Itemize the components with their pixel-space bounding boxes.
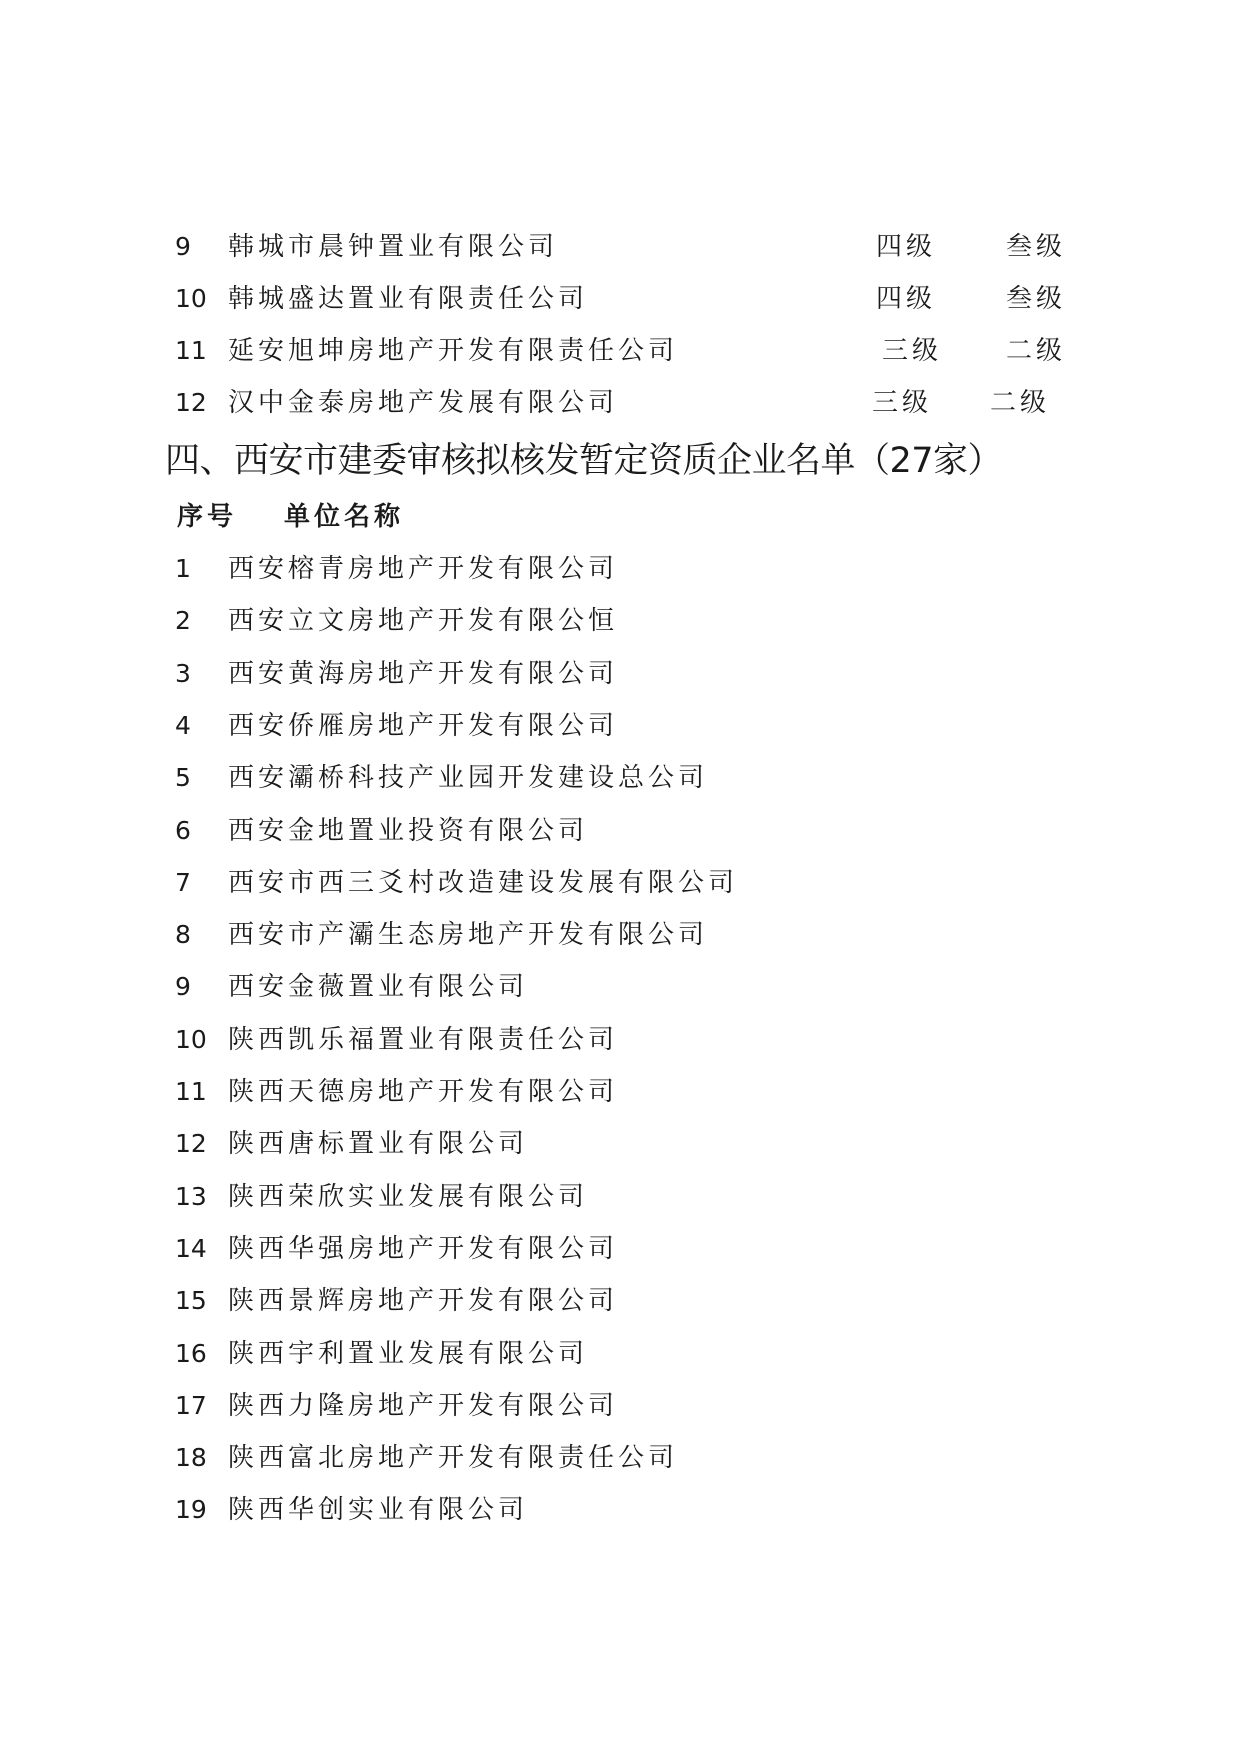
list-item bbox=[0, 701, 1241, 751]
list-item bbox=[0, 596, 1241, 646]
list-item bbox=[0, 1067, 1241, 1117]
list-item bbox=[0, 649, 1241, 699]
company-name: 陕西华强房地产开发有限公司 bbox=[228, 1234, 619, 1264]
row-number: 6 bbox=[175, 816, 191, 845]
company-name: 陕西富北房地产开发有限责任公司 bbox=[228, 1443, 679, 1473]
new-level: 叁级 bbox=[1006, 284, 1067, 314]
list-item bbox=[0, 1485, 1241, 1535]
company-name: 汉中金泰房地产发展有限公司 bbox=[228, 388, 619, 418]
row-number: 12 bbox=[175, 1129, 207, 1158]
company-name: 西安金地置业投资有限公司 bbox=[228, 816, 589, 846]
row-number: 3 bbox=[175, 659, 191, 688]
company-name: 西安市西三爻村改造建设发展有限公司 bbox=[228, 868, 739, 898]
upgrade-row bbox=[0, 378, 1241, 428]
row-number: 5 bbox=[175, 763, 191, 792]
column-header bbox=[0, 492, 1241, 542]
company-name: 西安金薇置业有限公司 bbox=[228, 972, 529, 1002]
row-number: 1 bbox=[175, 554, 191, 583]
section-heading: 四、西安市建委审核拟核发暂定资质企业名单（27家） bbox=[165, 441, 1003, 481]
current-level: 三级 bbox=[872, 388, 933, 418]
company-name: 延安旭坤房地产开发有限责任公司 bbox=[228, 336, 679, 366]
row-number: 12 bbox=[175, 388, 207, 417]
company-name: 陕西荣欣实业发展有限公司 bbox=[228, 1182, 589, 1212]
list-item bbox=[0, 1381, 1241, 1431]
list-item bbox=[0, 1172, 1241, 1222]
company-name: 陕西宇利置业发展有限公司 bbox=[228, 1339, 589, 1369]
new-level: 叁级 bbox=[1006, 232, 1067, 262]
new-level: 二级 bbox=[1006, 336, 1067, 366]
new-level: 二级 bbox=[990, 388, 1051, 418]
company-name: 韩城市晨钟置业有限公司 bbox=[228, 232, 559, 262]
company-name: 西安灞桥科技产业园开发建设总公司 bbox=[228, 763, 709, 793]
upgrade-row bbox=[0, 222, 1241, 272]
column-header-number: 序号 bbox=[177, 502, 238, 532]
list-item bbox=[0, 1119, 1241, 1169]
row-number: 9 bbox=[175, 232, 191, 261]
row-number: 14 bbox=[175, 1234, 207, 1263]
company-name: 韩城盛达置业有限责任公司 bbox=[228, 284, 589, 314]
company-name: 西安黄海房地产开发有限公司 bbox=[228, 659, 619, 689]
list-item bbox=[0, 962, 1241, 1012]
row-number: 10 bbox=[175, 1025, 207, 1054]
row-number: 18 bbox=[175, 1443, 207, 1472]
row-number: 9 bbox=[175, 972, 191, 1001]
upgrade-row bbox=[0, 326, 1241, 376]
company-name: 西安市产灞生态房地产开发有限公司 bbox=[228, 920, 709, 950]
company-name: 西安立文房地产开发有限公恒 bbox=[228, 606, 619, 636]
row-number: 19 bbox=[175, 1495, 207, 1524]
current-level: 三级 bbox=[882, 336, 943, 366]
row-number: 10 bbox=[175, 284, 207, 313]
company-name: 陕西华创实业有限公司 bbox=[228, 1495, 529, 1525]
row-number: 8 bbox=[175, 920, 191, 949]
row-number: 15 bbox=[175, 1286, 207, 1315]
list-item bbox=[0, 1433, 1241, 1483]
company-name: 陕西唐标置业有限公司 bbox=[228, 1129, 529, 1159]
company-name: 陕西力隆房地产开发有限公司 bbox=[228, 1391, 619, 1421]
column-header-name: 单位名称 bbox=[284, 502, 405, 532]
row-number: 13 bbox=[175, 1182, 207, 1211]
list-item bbox=[0, 753, 1241, 803]
row-number: 11 bbox=[175, 1077, 207, 1106]
current-level: 四级 bbox=[876, 284, 937, 314]
company-name: 西安侨雁房地产开发有限公司 bbox=[228, 711, 619, 741]
row-number: 7 bbox=[175, 868, 191, 897]
list-item bbox=[0, 858, 1241, 908]
row-number: 4 bbox=[175, 711, 191, 740]
row-number: 16 bbox=[175, 1339, 207, 1368]
row-number: 17 bbox=[175, 1391, 207, 1420]
company-name: 陕西天德房地产开发有限公司 bbox=[228, 1077, 619, 1107]
upgrade-row bbox=[0, 274, 1241, 324]
list-item bbox=[0, 1329, 1241, 1379]
list-item bbox=[0, 544, 1241, 594]
company-name: 陕西景辉房地产开发有限公司 bbox=[228, 1286, 619, 1316]
list-item bbox=[0, 806, 1241, 856]
current-level: 四级 bbox=[876, 232, 937, 262]
list-item bbox=[0, 1276, 1241, 1326]
list-item bbox=[0, 1015, 1241, 1065]
company-name: 西安榕青房地产开发有限公司 bbox=[228, 554, 619, 584]
list-item bbox=[0, 910, 1241, 960]
company-name: 陕西凯乐福置业有限责任公司 bbox=[228, 1025, 619, 1055]
list-item bbox=[0, 1224, 1241, 1274]
row-number: 2 bbox=[175, 606, 191, 635]
row-number: 11 bbox=[175, 336, 207, 365]
